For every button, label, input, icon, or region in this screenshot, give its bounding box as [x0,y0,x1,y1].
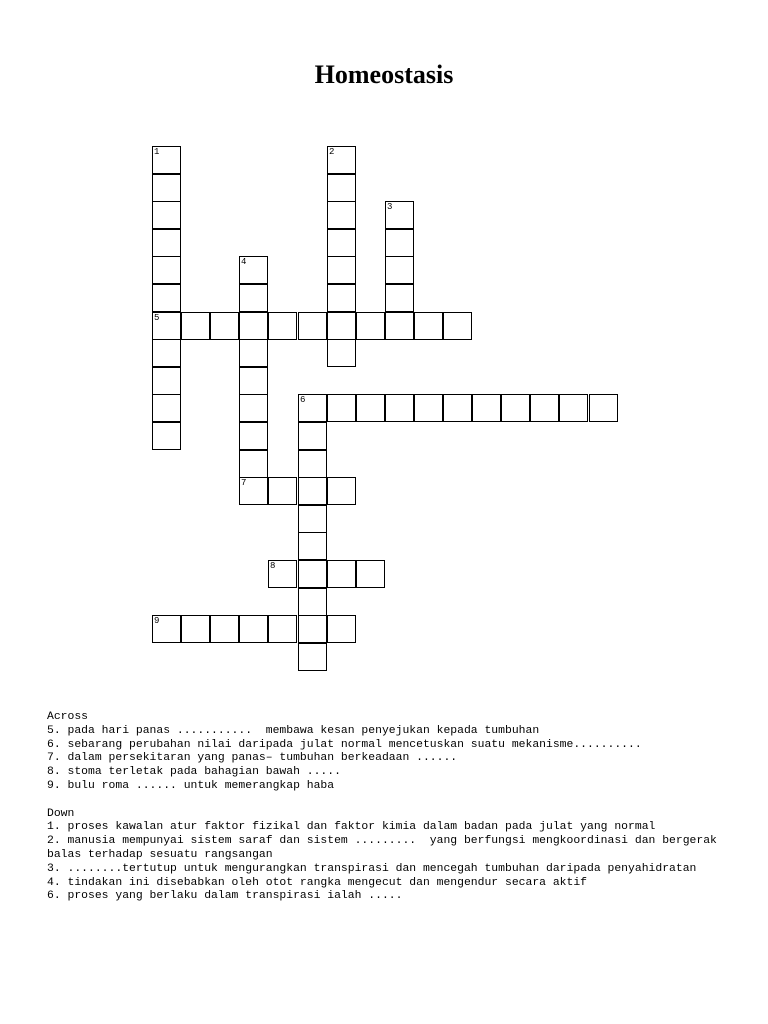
crossword-cell[interactable] [239,312,268,340]
crossword-cell[interactable] [152,339,181,367]
crossword-cell[interactable] [327,615,356,643]
crossword-cell[interactable] [210,312,239,340]
crossword-cell[interactable] [152,284,181,312]
crossword-cell[interactable] [356,394,385,422]
crossword-cell[interactable] [298,422,327,450]
crossword-cell[interactable] [239,477,268,505]
across-clue-7: 7. dalam persekitaran yang panas– tumbuhan berkeadaan ...... [47,752,458,765]
crossword-cell[interactable] [210,615,239,643]
crossword-cell[interactable] [472,394,501,422]
crossword-cell[interactable] [385,284,414,312]
down-clue-1: 1. proses kawalan atur faktor fizikal dan faktor kimia dalam badan pada julat yang normal [47,821,656,834]
crossword-cell[interactable] [239,422,268,450]
crossword-cell[interactable] [239,256,268,284]
crossword-cell[interactable] [530,394,559,422]
crossword-cell[interactable] [152,229,181,257]
crossword-cell[interactable] [268,477,297,505]
crossword-cell[interactable] [443,312,472,340]
crossword-cell[interactable] [298,532,327,560]
down-clue-3: 3. ........tertutup untuk mengurangkan transpirasi dan mencegah tumbuhan daripada penyahidratan [47,862,697,875]
crossword-cell[interactable] [298,560,327,588]
crossword-cell[interactable] [385,201,414,229]
crossword-cell[interactable] [327,201,356,229]
crossword-cell[interactable] [414,394,443,422]
crossword-cell[interactable] [239,450,268,478]
crossword-cell[interactable] [268,312,297,340]
crossword-cell[interactable] [327,174,356,202]
crossword-cell[interactable] [298,477,327,505]
crossword-cell[interactable] [239,339,268,367]
down-clue-6: 6. proses yang berlaku dalam transpirasi ialah ..... [47,890,403,903]
crossword-cell[interactable] [327,256,356,284]
crossword-cell[interactable] [239,394,268,422]
crossword-cell[interactable] [298,615,327,643]
crossword-cell[interactable] [327,229,356,257]
clue-number: 3 [387,202,393,212]
crossword-cell[interactable] [152,256,181,284]
down-clue-4: 4. tindakan ini disebabkan oleh otot rangka mengecut dan mengendur secara aktif [47,876,588,889]
crossword-cell[interactable] [298,312,327,340]
clue-spacer [47,794,747,808]
crossword-cell[interactable] [152,201,181,229]
crossword-cell[interactable] [327,560,356,588]
crossword-cell[interactable] [501,394,530,422]
crossword-cell[interactable] [298,643,327,671]
crossword-cell[interactable] [152,312,181,340]
crossword-cell[interactable] [239,284,268,312]
crossword-cell[interactable] [152,367,181,395]
crossword-cell[interactable] [181,312,210,340]
crossword-cell[interactable] [239,367,268,395]
page-title: Homeostasis [314,60,454,89]
crossword-cell[interactable] [443,394,472,422]
crossword-cell[interactable] [152,422,181,450]
crossword-cell[interactable] [327,284,356,312]
crossword-cell[interactable] [356,312,385,340]
clue-number: 9 [154,616,160,626]
crossword-cell[interactable] [327,477,356,505]
crossword-cell[interactable] [559,394,588,422]
across-heading: Across [47,711,89,723]
crossword-cell[interactable] [268,615,297,643]
crossword-cell[interactable] [298,505,327,533]
crossword-cell[interactable] [327,312,356,340]
clue-number: 4 [241,257,247,267]
clue-number: 8 [270,561,276,571]
clue-number: 2 [329,147,335,157]
crossword-cell[interactable] [152,146,181,174]
crossword-cell[interactable] [589,394,618,422]
crossword-cell[interactable] [152,174,181,202]
clues-section [47,711,747,904]
crossword-cell[interactable] [327,394,356,422]
crossword-cell[interactable] [385,256,414,284]
across-clue-6: 6. sebarang perubahan nilai daripada julat normal mencetuskan suatu mekanisme.......... [47,738,642,751]
crossword-cell[interactable] [268,560,297,588]
across-clue-9: 9. bulu roma ...... untuk memerangkap haba [47,779,335,792]
crossword-cell[interactable] [298,450,327,478]
across-clue-5: 5. pada hari panas ........... membawa kesan penyejukan kepada tumbuhan [47,724,540,737]
crossword-cell[interactable] [152,394,181,422]
clue-number: 6 [300,395,306,405]
clue-number: 1 [154,147,160,157]
crossword-cell[interactable] [298,394,327,422]
crossword-cell[interactable] [327,339,356,367]
crossword-cell[interactable] [414,312,443,340]
crossword-cell[interactable] [298,588,327,616]
clue-number: 7 [241,478,247,488]
crossword-cell[interactable] [356,560,385,588]
crossword-cell[interactable] [385,394,414,422]
crossword-cell[interactable] [385,229,414,257]
crossword-cell[interactable] [327,146,356,174]
crossword-cell[interactable] [239,615,268,643]
clue-number: 5 [154,313,160,323]
crossword-cell[interactable] [152,615,181,643]
down-heading: Down [47,807,75,820]
down-clue-2: 2. manusia mempunyai sistem saraf dan sistem ......... yang berfungsi mengkoordinasi dan bergerak balas terhadap sesuatu rangsangan [47,835,724,861]
crossword-cell[interactable] [181,615,210,643]
crossword-cell[interactable] [385,312,414,340]
across-clue-8: 8. stoma terletak pada bahagian bawah ..... [47,766,341,779]
